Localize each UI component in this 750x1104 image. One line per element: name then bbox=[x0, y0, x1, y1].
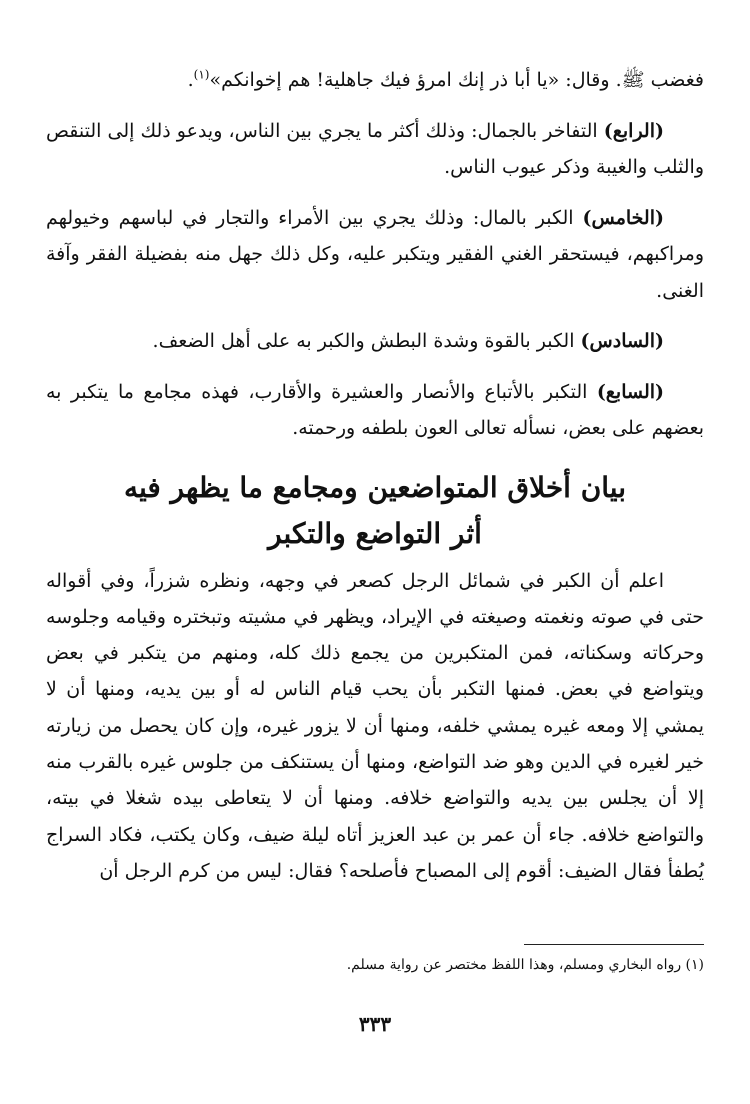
footnote-marker: (١) bbox=[193, 67, 210, 82]
section-heading bbox=[46, 465, 704, 557]
paragraph-hadith bbox=[46, 62, 704, 99]
paragraph-text: التفاخر بالجمال: وذلك أكثر ما يجري بين الناس، ويدعو ذلك إلى التنقص والثلب والغيبة وذكر عيوب الناس. bbox=[46, 119, 704, 178]
section-heading-line-1: بيان أخلاق المتواضعين ومجامع ما يظهر فيه bbox=[123, 470, 627, 504]
paragraph-lead: (السادس) bbox=[580, 330, 664, 352]
paragraph-text: الكبر بالمال: وذلك يجري بين الأمراء والتجار في لباسهم وخيولهم ومراكبهم، فيستحقر الغني الفقير ويتكبر عليه، وكل ذلك جهل منه بفضيلة الفقر وآفة الغنى. bbox=[46, 206, 704, 302]
paragraph-seventh bbox=[46, 374, 704, 447]
paragraph-text: التكبر بالأتباع والأنصار والعشيرة والأقارب، فهذه مجامع ما يتكبر به بعضهم على بعض، نسأله تعالى العون بلطفه ورحمته. bbox=[46, 380, 704, 439]
paragraph-lead: (الرابع) bbox=[603, 119, 664, 142]
footnote-divider bbox=[524, 944, 704, 945]
paragraph-text: فغضب ﷺ. وقال: «يا أبا ذر إنك امرؤ فيك جاهلية! هم إخوانكم» bbox=[209, 69, 704, 91]
section-heading-line-2: أثر التواضع والتكبر bbox=[268, 516, 482, 550]
paragraph-lead: (السابع) bbox=[596, 380, 664, 403]
paragraph-tail: . bbox=[187, 69, 194, 91]
paragraph-fifth bbox=[46, 200, 704, 310]
paragraph-sixth bbox=[46, 323, 704, 360]
paragraph-lead: (الخامس) bbox=[582, 206, 664, 229]
paragraph-text: الكبر بالقوة وشدة البطش والكبر به على أهل الضعف. bbox=[152, 330, 581, 352]
page-number: ٣٣٣ bbox=[358, 1012, 392, 1036]
body-paragraph: اعلم أن الكبر في شمائل الرجل كصعر في وجهه، ونظره شزراً، وفي أقواله حتى في صوته ونغمته وصيغته في الإيراد، ويظهر في مشيته وتبختره وقيامه وجلوسه وحركاته وسكناته، فمن المتكبرين من يجمع ذلك كله، ومنهم من يتكبر في بعض ويتواضع في بعض. فمنها التكبر بأن يحب قيام الناس له أو بين يديه، ومنها أن لا يمشي إلا ومعه غيره يمشي خلفه، ومنها أن لا يزور غيره، وإن كان يحصل من زيارته خير لغيره في الدين وهو ضد التواضع، ومنها أن يستنكف من جلوس غيره بالقرب منه إلا أن يجلس بين يديه والتواضع خلافه. ومنها أن لا يتعاطى بيده شغلا في بيته، والتواضع خلافه. جاء أن عمر بن عبد العزيز أتاه ليلة ضيف، وكان يكتب، فكاد السراج يُطفأ فقال الضيف: أقوم إلى المصباح فأصلحه؟ فقال: ليس من كرم الرجل أن bbox=[46, 569, 704, 882]
paragraph-fourth bbox=[46, 113, 704, 186]
footnote: (١) رواه البخاري ومسلم، وهذا اللفظ مختصر عن رواية مسلم. bbox=[346, 957, 704, 973]
enumerated-section bbox=[46, 62, 704, 447]
